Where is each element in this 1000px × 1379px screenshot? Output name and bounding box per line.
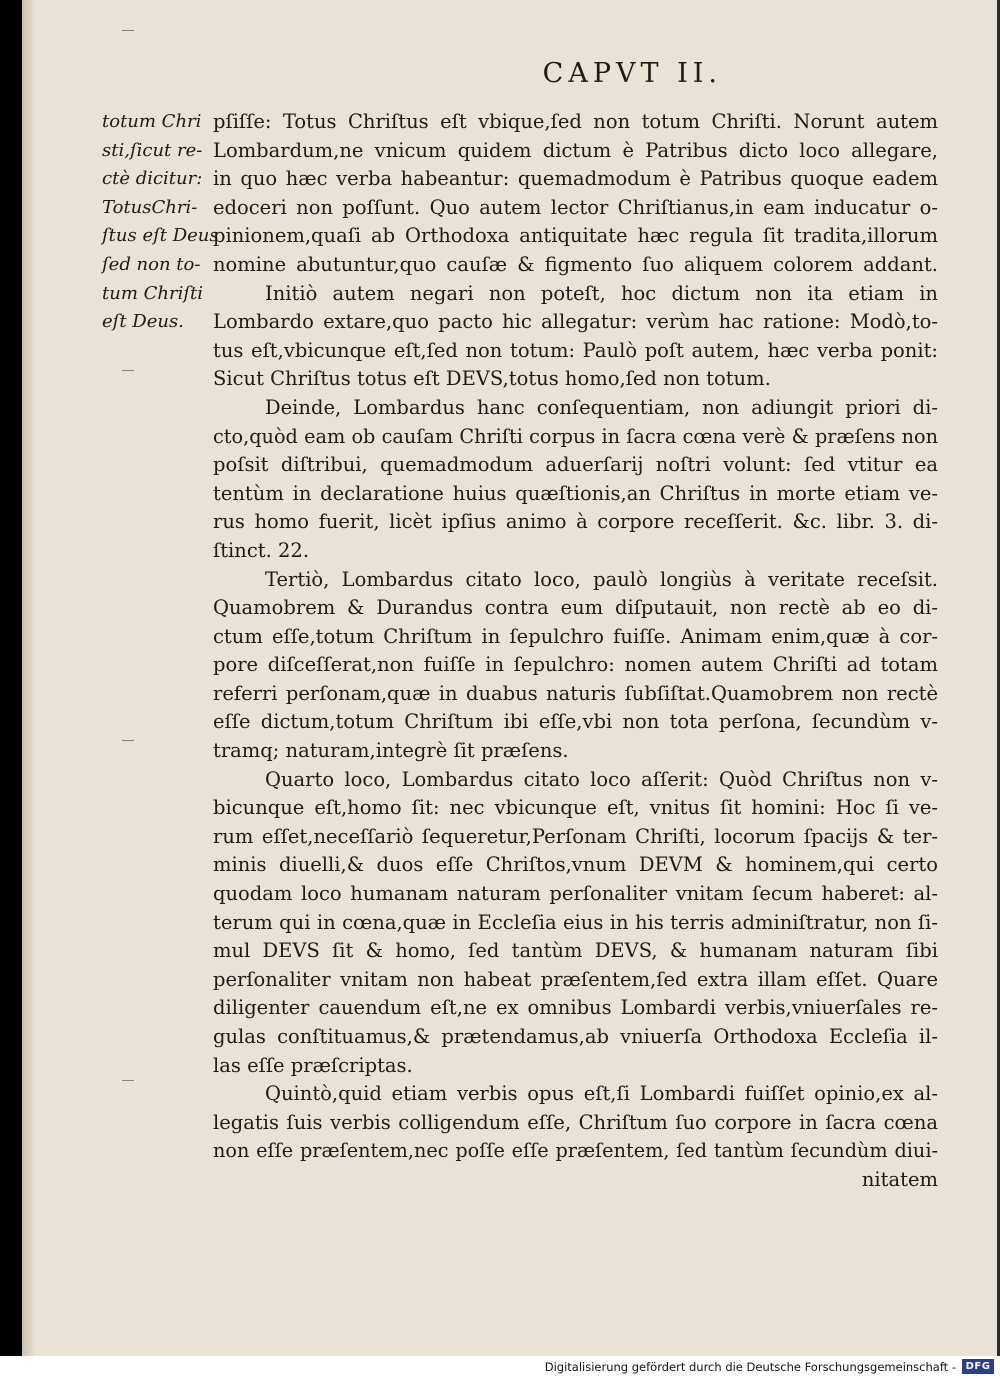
running-header: CAPVT II.: [542, 58, 722, 89]
text-line: poſsit diſtribui, quemadmodum aduerſarij noſtri volunt: ſed vtitur ea: [213, 453, 938, 477]
text-line: eſſe dictum,totum Chriſtum ibi eſſe,vbi non tota perſona, ſecundùm v-: [213, 710, 938, 734]
text-line: Sicut Chriſtus totus eſt DEVS,totus homo,ſed non totum.: [213, 367, 771, 391]
body-text: [213, 108, 938, 1195]
margin-note-line: tum Chriſti: [102, 282, 203, 304]
text-line: Lombardo extare,quo pacto hic allegatur: verùm hac ratione: Modò,to-: [213, 310, 938, 334]
footer-bar: [0, 1356, 1000, 1379]
text-line: rus homo fuerit, licèt ipſius animo à corpore receſſerit. &c. libr. 3. di-: [213, 510, 938, 534]
text-line: pinionem,quaſi ab Orthodoxa antiquitate hæc regula ſit tradita,illorum: [213, 224, 938, 248]
text-line: Quarto loco, Lombardus citato loco aſſerit: Quòd Chriſtus non v-: [265, 767, 938, 791]
text-line: pore diſceſſerat,non fuiſſe in ſepulchro: nomen autem Chriſti ad totam: [213, 653, 938, 677]
text-line: ſtinct. 22.: [213, 538, 310, 562]
margin-note-line: TotusChri-: [102, 196, 198, 218]
text-line: minis diuelli,& duos eſſe Chriſtos,vnum DEVM & hominem,qui certo: [213, 853, 938, 877]
text-line: mul DEVS ſit & homo, ſed tantùm DEVS, & humanam naturam ſibi: [213, 939, 938, 963]
text-line: perſonaliter vnitam non habeat præſentem,ſed extra illam eſſet. Quare: [213, 967, 938, 991]
text-line: legatis ſuis verbis colligendum eſſe, Chriſtum ſuo corpore in ſacra cœna: [213, 1110, 938, 1134]
text-line: pſiſſe: Totus Chriſtus eſt vbique,ſed non totum Chriſti. Norunt autem: [213, 110, 938, 133]
margin-note: [102, 108, 220, 337]
text-line: referri perſonam,quæ in duabus naturis ſubſiſtat.Quamobrem non rectè: [213, 681, 938, 705]
text-line: diligenter cauendum eſt,ne ex omnibus Lombardi verbis,vniuerſales re-: [213, 996, 938, 1020]
text-line: nomine abutuntur,quo cauſæ & figmento ſuo aliquem colorem addant.: [213, 252, 938, 276]
text-line: non eſſe præſentem,nec poſſe eſſe præſentem, ſed tantùm ſecundùm diui-: [213, 1139, 938, 1163]
text-line: Initiò autem negari non poteſt, hoc dictum non ita etiam in: [265, 281, 938, 305]
margin-tick: [122, 1080, 134, 1081]
margin-note-line: ſtus eſt Deus: [102, 225, 219, 247]
text-line: rum eſſet,neceſſariò ſequeretur,Perſonam Chriſti, locorum ſpacijs & ter-: [213, 824, 938, 848]
text-line: Quamobrem & Durandus contra eum diſputauit, non rectè ab eo di-: [213, 596, 938, 620]
text-line: las eſſe præſcriptas.: [213, 1053, 413, 1077]
text-line: cto,quòd eam ob cauſam Chriſti corpus in ſacra cœna verè & præſens non: [213, 424, 938, 448]
margin-note-line: eſt Deus.: [102, 311, 184, 333]
text-line: quodam loco humanam naturam perſonaliter vnitam ſecum haberet: al-: [213, 882, 938, 906]
text-line: edoceri non poſſunt. Quo autem lector Chriſtianus,in eam inducatur o-: [213, 195, 938, 219]
text-line: terum qui in cœna,quæ in Eccleſia eius in his terris adminiſtratur, non ſi-: [213, 910, 938, 934]
text-line: in quo hæc verba habeantur: quemadmodum è Patribus quoque eadem: [213, 167, 938, 191]
margin-note-line: ſed non to-: [102, 253, 201, 275]
text-line: bicunque eſt,homo ſit: nec vbicunque eſt, vnitus ſit homini: Hoc ſi ve-: [213, 796, 938, 820]
text-line: tentùm in declaratione huius quæſtionis,an Chriſtus in morte etiam ve-: [213, 481, 938, 505]
text-line: tramq; naturam,integrè ſit præſens.: [213, 739, 569, 763]
dfg-logo-icon: DFG: [962, 1359, 994, 1374]
text-line: Lombardum,ne vnicum quidem dictum è Patribus dicto loco allegare,: [213, 138, 938, 162]
funding-notice: Digitalisierung gefördert durch die Deutsche Forschungsgemeinschaft -: [544, 1360, 956, 1374]
margin-tick: [122, 30, 134, 31]
text-line: gulas conſtituamus,& prætendamus,ab vniuerſa Orthodoxa Eccleſia il-: [213, 1025, 938, 1048]
margin-tick: [122, 740, 134, 741]
book-page: [22, 0, 998, 1356]
margin-tick: [122, 370, 134, 371]
margin-note-line: ctè dicitur:: [102, 168, 203, 190]
text-line: Quintò,quid etiam verbis opus eſt,ſi Lombardi fuiſſet opinio,ex al-: [265, 1082, 938, 1106]
catchword: nitatem: [861, 1167, 938, 1191]
text-line: Deinde, Lombardus hanc conſequentiam, non adiungit priori di-: [265, 395, 938, 419]
margin-note-line: sti,ſicut re-: [102, 139, 203, 161]
margin-note-line: totum Chri: [102, 111, 202, 132]
text-line: Tertiò, Lombardus citato loco, paulò longiùs à veritate receſsit.: [265, 567, 938, 591]
text-line: ctum eſſe,totum Chriſtum in ſepulchro fuiſſe. Animam enim,quæ à cor-: [213, 624, 938, 648]
text-line: tus eſt,vbicunque eſt,ſed non totum: Paulò poſt autem, hæc verba ponit:: [213, 338, 938, 362]
